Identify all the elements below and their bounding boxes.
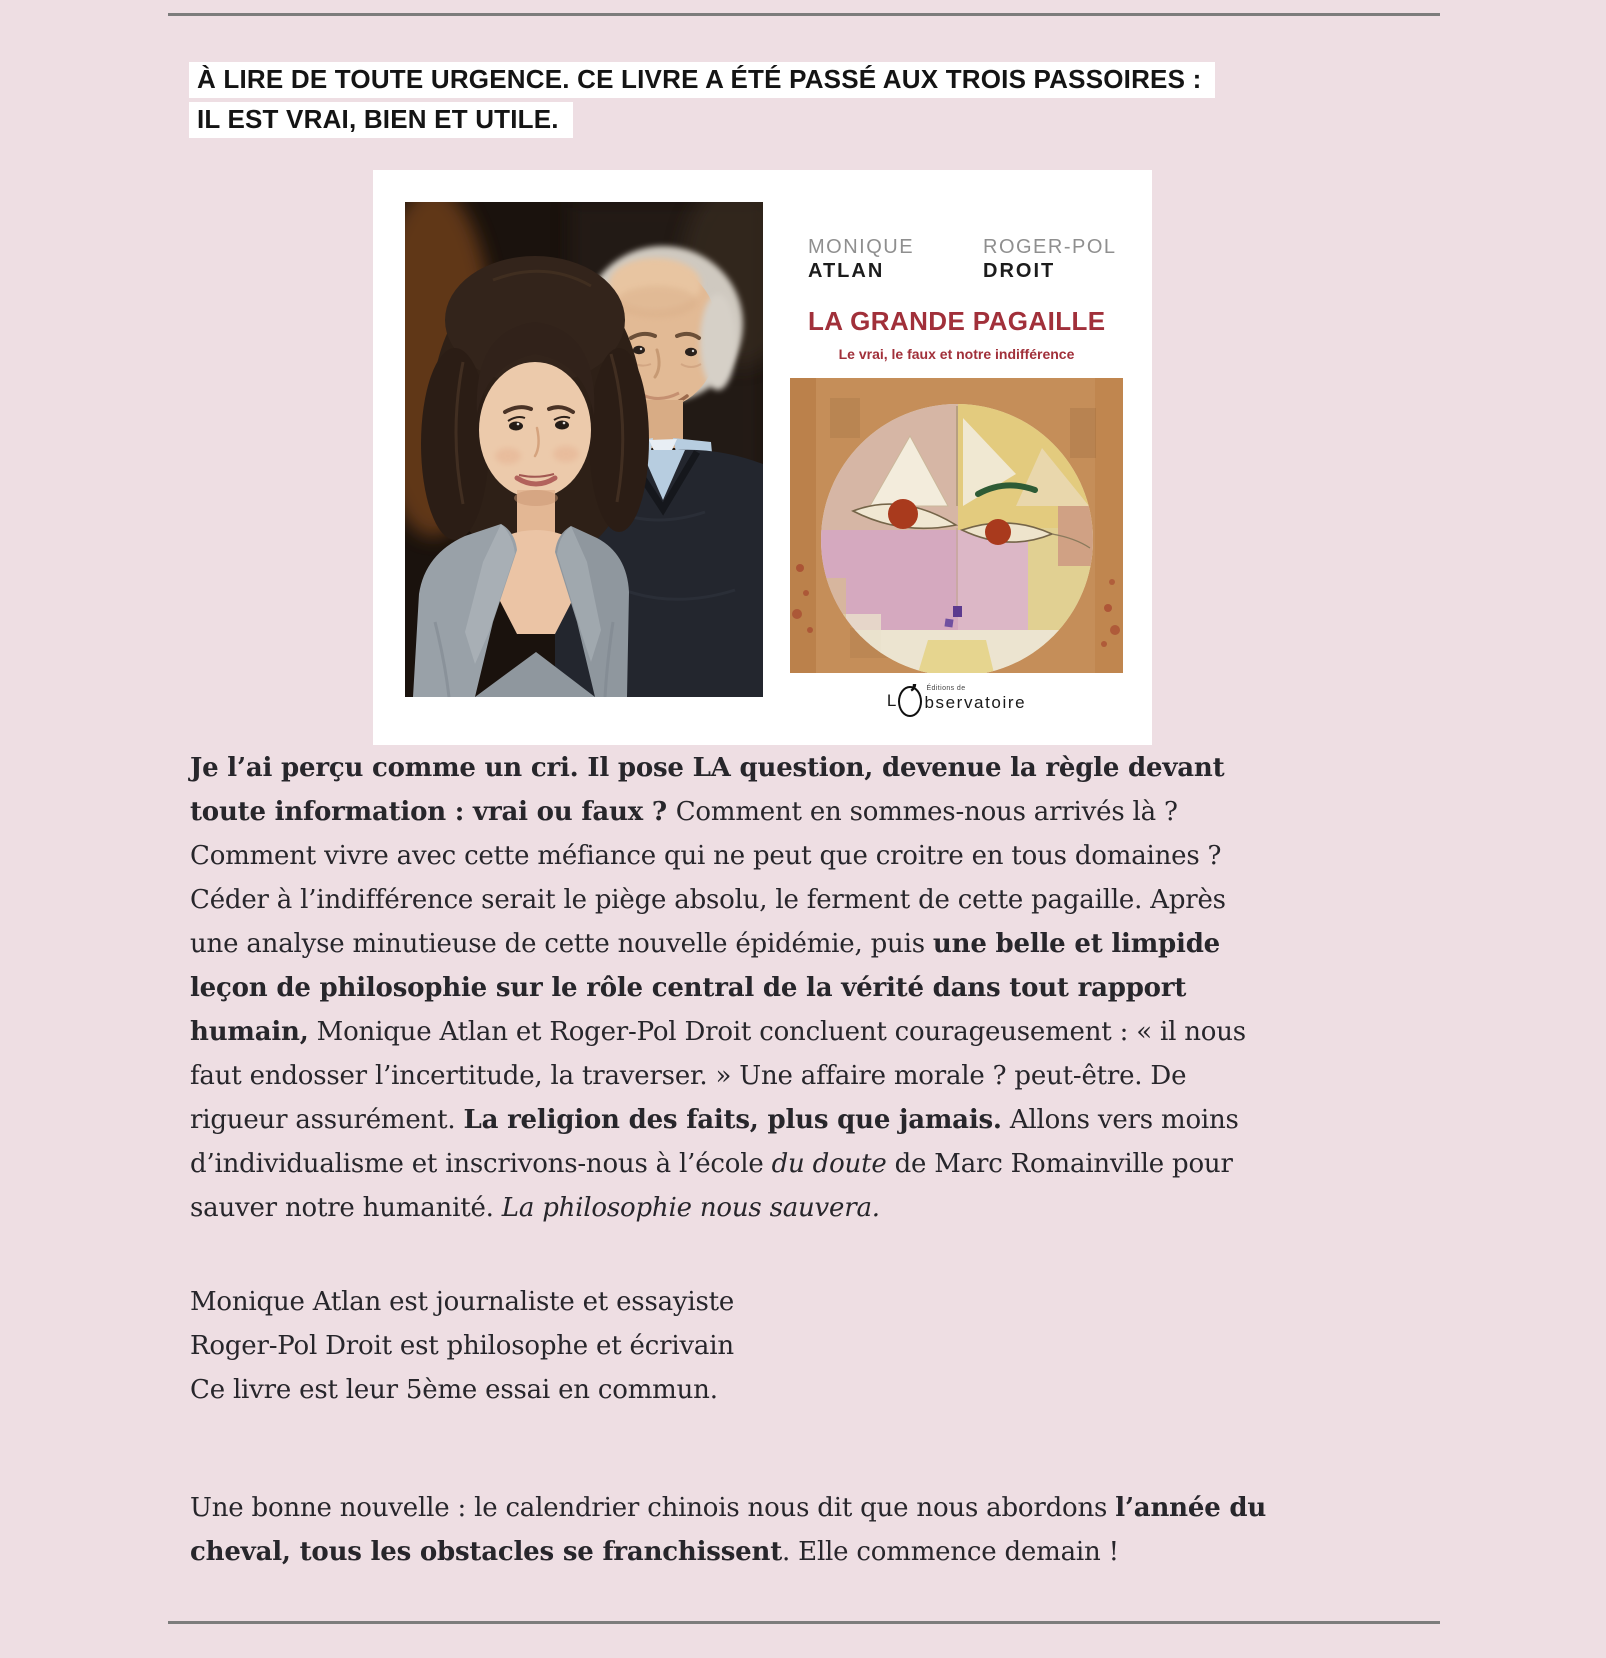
book-subtitle: Le vrai, le faux et notre indifférence [838,346,1075,362]
authors-photo [405,202,763,697]
observatoire-o-icon [898,680,966,717]
authors-bio-paragraph: Monique Atlan est journaliste et essayiste Roger-Pol Droit est philosophe et écrivain Ce livre est leur 5ème essai en commun. [190,1287,735,1405]
senecio-painting [790,378,1123,673]
publisher-editions-label: Éditions de [926,685,966,692]
author-last-name: DROIT [983,260,1056,282]
headline-line-1: À LIRE DE TOUTE URGENCE. CE LIVRE A ÉTÉ PASSÉ AUX TROIS PASSOIRES : [189,62,1215,98]
book-cover [808,170,1123,745]
review-paragraph: Je l’ai perçu comme un cri. Il pose LA question, devenue la règle devant toute information : vrai ou faux ? Comment en sommes-nous arrivés là ? Comment vivre avec cette méfiance qui ne peut que croitre en tous domaines ? Céder à l’indifférence serait le piège absolu, le ferment de cette pagaille. Après une analyse minutieuse de cette nouvelle épidémie, puis une belle et limpide leçon de philosophie sur le rôle central de la vérité dans tout rapport humain, Monique Atlan et Roger-Pol Droit concluent courageusement : « il nous faut endosser l’incertitude, la traverser. » Une affaire morale ? peut-être. De rigueur assurément. La religion des faits, plus que jamais. Allons vers moins d’individualisme et inscrivons-nous à l’école du doute de Marc Romainville pour sauver notre humanité. La philosophie nous sauvera. [190,753,1246,1223]
publisher-name: bservatoire [924,693,1027,712]
top-divider [168,13,1440,16]
apostrophe-mark: ’ [909,680,920,710]
book-media-panel [373,170,1152,745]
senecio-painting-svg [790,378,1123,673]
closing-paragraph: Une bonne nouvelle : le calendrier chinois nous dit que nous abordons l’année du cheval, tous les obstacles se franchissent. Elle commence demain ! [190,1493,1267,1567]
observatoire-logo [886,680,1027,717]
cover-author-atlan [808,236,983,283]
publisher-logo [790,680,1123,717]
book-title: LA GRANDE PAGAILLE [808,306,1106,336]
headline [189,62,1215,142]
cover-authors [808,236,1123,283]
cover-author-droit [983,236,1123,283]
author-first-name: MONIQUE [808,236,915,258]
bottom-divider [168,1621,1440,1624]
headline-line-2: IL EST VRAI, BIEN ET UTILE. [189,102,573,138]
author-last-name: ATLAN [808,260,885,282]
publisher-l: L [886,691,898,710]
authors-photo-illustration [405,202,763,697]
author-first-name: ROGER-POL [983,236,1117,258]
